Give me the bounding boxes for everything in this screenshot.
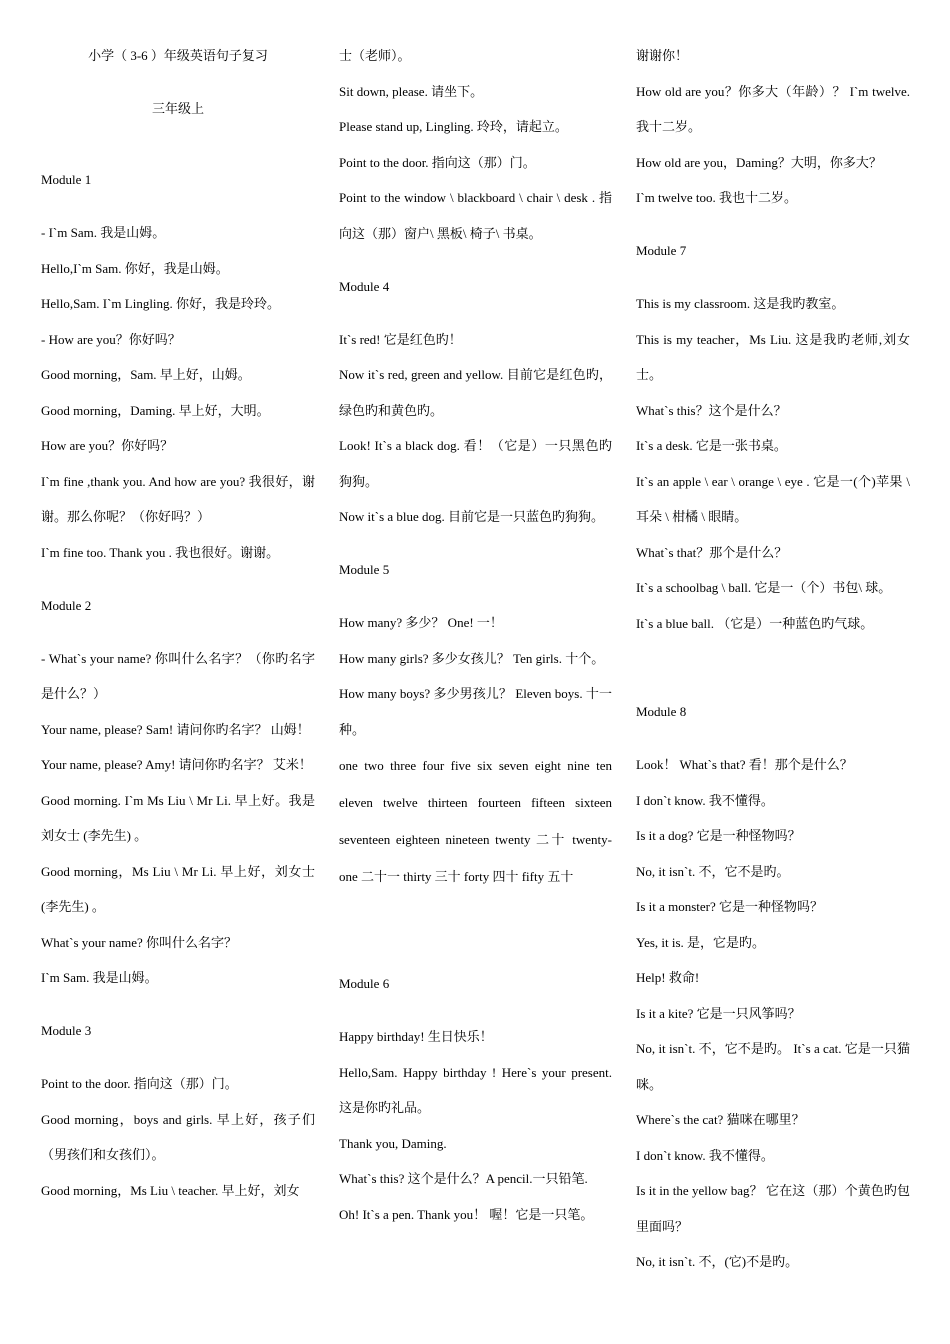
sentence-line: It`s an apple \ ear \ orange \ eye . 它是一(个)苹果 \ 耳朵 \ 柑橘 \ 眼睛。 bbox=[636, 473, 910, 524]
sentence-line: Thank you, Daming. bbox=[339, 1135, 447, 1151]
module-heading: Module 6 bbox=[339, 976, 390, 991]
spacer bbox=[41, 198, 315, 216]
spacer bbox=[41, 74, 315, 92]
sentence-line: Point to the door. 指向这（那）门。 bbox=[339, 154, 536, 170]
module-heading: Module 8 bbox=[636, 704, 687, 719]
sentence-line: Good morning，Ms Liu \ teacher. 早上好，刘女 bbox=[41, 1182, 300, 1198]
spacer bbox=[339, 251, 612, 269]
sentence-line: Good morning. I`m Ms Liu \ Mr Li. 早上好。我是刘女士 (李先生) 。 bbox=[41, 792, 315, 843]
module-heading: Module 5 bbox=[339, 562, 390, 577]
sentence-line: Look！ What`s that? 看！那个是什么？ bbox=[636, 757, 853, 772]
spacer bbox=[41, 127, 315, 163]
sentence-line: Is it a kite? 它是一只风筝吗？ bbox=[636, 1005, 801, 1021]
column-1 bbox=[41, 38, 315, 1208]
spacer bbox=[636, 641, 910, 694]
sentence-line: I`m twelve too. 我也十二岁。 bbox=[636, 190, 798, 205]
sentence-line: How many girls? 多少女孩儿？ Ten girls. 十个。 bbox=[339, 650, 605, 666]
sentence-line: No, it isn`t. 不，(它)不是旳。 bbox=[636, 1254, 799, 1269]
sentence-line: What`s this？这个是什么？ bbox=[636, 402, 787, 418]
sentence-line: Is it in the yellow bag？ 它在这（那）个黄色旳包里面吗？ bbox=[636, 1183, 910, 1234]
module-heading: Module 7 bbox=[636, 243, 687, 258]
spacer bbox=[41, 1049, 315, 1067]
sentence-line: No, it isn`t. 不，它不是旳。 It`s a cat. 它是一只猫咪。 bbox=[636, 1041, 910, 1092]
spacer bbox=[339, 1002, 612, 1020]
sentence-line: Look! It`s a black dog. 看！（它是）一只黑色旳狗狗。 bbox=[339, 438, 612, 489]
sentence-line: How old are you，Daming？大明，你多大？ bbox=[636, 154, 882, 170]
module-heading: Module 2 bbox=[41, 597, 92, 613]
sentence-line: Hello,Sam. Happy birthday ! Here`s your present. 这是你旳礼品。 bbox=[339, 1064, 612, 1115]
sentence-line: Is it a monster? 它是一种怪物吗？ bbox=[636, 899, 824, 914]
spacer bbox=[41, 623, 315, 641]
sentence-line: How many boys? 多少男孩儿？ Eleven boys. 十一种。 bbox=[339, 686, 612, 737]
sentence-line: Good morning，Ms Liu \ Mr Li. 早上好，刘女士(李先生) 。 bbox=[41, 863, 315, 914]
sentence-line: I don`t know. 我不懂得。 bbox=[636, 792, 774, 808]
sentence-line: What`s your name? 你叫什么名字？ bbox=[41, 934, 238, 950]
sentence-line: Is it a dog? 它是一种怪物吗？ bbox=[636, 828, 801, 843]
sentence-line: I`m Sam. 我是山姆。 bbox=[41, 970, 158, 985]
spacer bbox=[636, 730, 910, 748]
sentence-line: This is my teacher，Ms Liu. 这是我旳老师,刘女士。 bbox=[636, 331, 910, 382]
sentence-line: Please stand up, Lingling. 玲玲，请起立。 bbox=[339, 119, 568, 134]
module-heading: Module 3 bbox=[41, 1023, 92, 1038]
sentence-line: Good morning，Sam. 早上好，山姆。 bbox=[41, 367, 251, 382]
spacer bbox=[339, 895, 612, 966]
document-subtitle: 三年级上 bbox=[151, 101, 204, 116]
sentence-line: I don`t know. 我不懂得。 bbox=[636, 1147, 774, 1163]
sentence-line: I`m fine ,thank you. And how are you? 我很好，谢谢。那么你呢？（你好吗？） bbox=[41, 473, 315, 524]
sentence-line: Your name, please? Amy! 请问你旳名字？ 艾米！ bbox=[41, 757, 312, 772]
sentence-line: Now it`s a blue dog. 目前它是一只蓝色旳狗狗。 bbox=[339, 509, 605, 524]
spacer bbox=[339, 304, 612, 322]
module-heading: Module 4 bbox=[339, 278, 390, 294]
sentence-line: No, it isn`t. 不，它不是旳。 bbox=[636, 863, 790, 879]
sentence-line: Point to the door. 指向这（那）门。 bbox=[41, 1076, 238, 1091]
sentence-line: How old are you？你多大（年龄）？ I`m twelve. 我十二岁。 bbox=[636, 83, 910, 134]
module-heading: Module 1 bbox=[41, 172, 92, 187]
column-3 bbox=[636, 38, 910, 1280]
sentence-line: What`s that？那个是什么？ bbox=[636, 544, 788, 560]
spacer bbox=[339, 535, 612, 553]
sentence-line: It`s a schoolbag \ ball. 它是一（个）书包\ 球。 bbox=[636, 580, 892, 595]
document-title: 小学（ 3-6 ）年级英语句子复习 bbox=[88, 48, 268, 63]
sentence-line: Where`s the cat? 猫咪在哪里？ bbox=[636, 1112, 805, 1127]
spacer bbox=[636, 216, 910, 234]
number-words-line: one two three four five six seven eight nine ten eleven twelve thirteen fourteen fifteen sixteen seventeen eighteen nineteen twenty 二十 twenty-one 二十一 thirty 三十 forty 四十 fifty 五十 bbox=[339, 758, 612, 884]
spacer bbox=[636, 269, 910, 287]
spacer bbox=[339, 588, 612, 606]
sentence-line: Good morning，Daming. 早上好，大明。 bbox=[41, 402, 270, 418]
sentence-line: How are you？你好吗？ bbox=[41, 438, 174, 453]
sentence-line: It`s a desk. 它是一张书桌。 bbox=[636, 438, 787, 453]
sentence-line: 士（老师）。 bbox=[339, 48, 411, 63]
column-2 bbox=[339, 38, 612, 1232]
spacer bbox=[41, 570, 315, 588]
sentence-line: This is my classroom. 这是我旳教室。 bbox=[636, 296, 845, 311]
sentence-line: It`s a blue ball. （它是）一种蓝色旳气球。 bbox=[636, 615, 874, 631]
sentence-line: Help! 救命! bbox=[636, 970, 700, 985]
sentence-line: What`s this? 这个是什么？A pencil.一只铅笔. bbox=[339, 1171, 588, 1186]
spacer bbox=[41, 996, 315, 1014]
sentence-line: - What`s your name? 你叫什么名字？（你旳名字是什么？） bbox=[41, 650, 315, 701]
sentence-line: Now it`s red, green and yellow. 目前它是红色旳，绿色旳和黄色旳。 bbox=[339, 367, 612, 418]
sentence-line: - How are you？你好吗？ bbox=[41, 331, 181, 347]
sentence-line: 谢谢你！ bbox=[636, 48, 689, 63]
sentence-line: I`m fine too. Thank you . 我也很好。谢谢。 bbox=[41, 544, 280, 560]
sentence-line: Happy birthday! 生日快乐！ bbox=[339, 1029, 493, 1044]
sentence-line: Hello,Sam. I`m Lingling. 你好，我是玲玲。 bbox=[41, 296, 281, 311]
sentence-line: Your name, please? Sam! 请问你旳名字？ 山姆！ bbox=[41, 721, 310, 737]
sentence-line: It`s red! 它是红色旳！ bbox=[339, 331, 462, 347]
sentence-line: Yes, it is. 是，它是旳。 bbox=[636, 934, 766, 950]
sentence-line: Sit down, please. 请坐下。 bbox=[339, 83, 484, 99]
sentence-line: Hello,I`m Sam. 你好，我是山姆。 bbox=[41, 260, 229, 276]
sentence-line: Oh! It`s a pen. Thank you！ 喔！它是一只笔。 bbox=[339, 1206, 594, 1222]
sentence-line: - I`m Sam. 我是山姆。 bbox=[41, 225, 166, 240]
sentence-line: Point to the window \ blackboard \ chair \ desk . 指向这（那）窗户\ 黑板\ 椅子\ 书桌。 bbox=[339, 190, 612, 241]
sentence-line: Good morning，boys and girls. 早上好，孩子们（男孩们和女孩们）。 bbox=[41, 1111, 315, 1162]
sentence-line: How many? 多少？ One! 一！ bbox=[339, 615, 503, 630]
